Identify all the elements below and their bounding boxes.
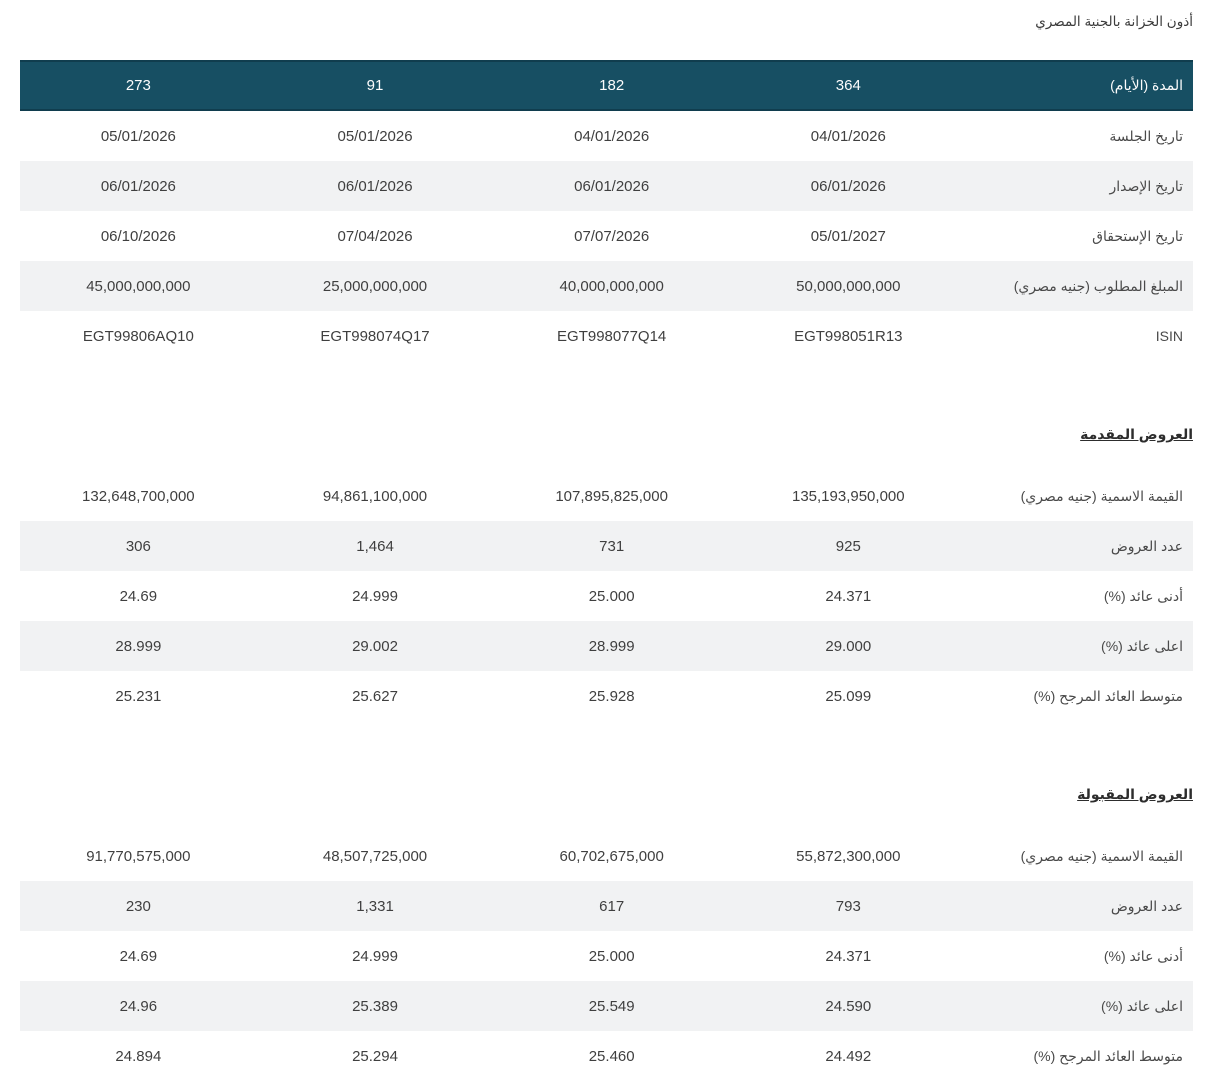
table-row-nominal-value <box>20 831 1193 881</box>
cell: 24.894 <box>115 1047 162 1065</box>
cell: 29.002 <box>352 637 398 655</box>
cell: 05/01/2026 <box>100 127 176 145</box>
cell: 25.000 <box>588 947 635 965</box>
row-label: ISIN <box>1155 328 1183 344</box>
table-row-session-date <box>20 110 1193 161</box>
row-label: متوسط العائد المرجح (%) <box>1033 687 1183 704</box>
row-label: أدنى عائد (%) <box>1103 587 1183 604</box>
submitted-offers-table <box>20 471 1193 721</box>
cell: 55,872,300,000 <box>796 847 901 865</box>
cell: 135,193,950,000 <box>791 487 905 505</box>
page-title: أذون الخزانة بالجنية المصري <box>1035 14 1193 29</box>
header-tenor-182: 182 <box>493 61 730 110</box>
row-label: عدد العروض <box>1110 897 1183 914</box>
cell: 60,702,675,000 <box>559 847 664 865</box>
cell: 25.928 <box>588 687 635 705</box>
cell: 25.389 <box>352 997 398 1015</box>
header-tenor-273: 273 <box>20 61 257 110</box>
table-row-offers-count <box>20 881 1193 931</box>
cell: 306 <box>125 537 151 555</box>
cell: 06/01/2026 <box>337 177 413 195</box>
row-label: القيمة الاسمية (جنيه مصري) <box>1020 487 1183 504</box>
cell: 25.231 <box>115 687 162 705</box>
cell: 04/01/2026 <box>810 127 886 145</box>
cell: 25.549 <box>588 997 635 1015</box>
cell: EGT998077Q14 <box>557 327 667 345</box>
cell: 25.460 <box>588 1047 635 1065</box>
accepted-offers-table <box>20 831 1193 1081</box>
header-tenor-91: 91 <box>257 61 494 110</box>
cell: EGT99806AQ10 <box>82 327 194 345</box>
table-header-row <box>20 61 1193 110</box>
row-label: المبلغ المطلوب (جنيه مصري) <box>1013 277 1183 294</box>
cell: 91,770,575,000 <box>86 847 191 865</box>
table-row-isin <box>20 311 1193 361</box>
row-label: متوسط العائد المرجح (%) <box>1033 1047 1183 1064</box>
cell: EGT998074Q17 <box>320 327 430 345</box>
row-label: أدنى عائد (%) <box>1103 947 1183 964</box>
row-label: اعلى عائد (%) <box>1101 637 1183 654</box>
cell: 24.371 <box>825 587 872 605</box>
cell: 48,507,725,000 <box>322 847 428 865</box>
cell: 230 <box>125 897 151 915</box>
cell: 94,861,100,000 <box>322 487 428 505</box>
cell: 40,000,000,000 <box>559 277 664 295</box>
cell: 1,331 <box>356 897 394 915</box>
cell: 793 <box>835 897 861 915</box>
header-duration-label: المدة (الأيام) <box>967 61 1193 110</box>
cell: 25.000 <box>588 587 635 605</box>
table-row-min-yield <box>20 931 1193 981</box>
cell: 25.099 <box>825 687 872 705</box>
table-row-required-amount <box>20 261 1193 311</box>
table-row-offers-count <box>20 521 1193 571</box>
cell: 24.999 <box>352 947 398 965</box>
section-heading-submitted-offers: العروض المقدمة <box>1080 426 1193 442</box>
cell: 107,895,825,000 <box>555 487 668 505</box>
cell: 24.590 <box>825 997 872 1015</box>
cell: 06/01/2026 <box>810 177 886 195</box>
cell: 24.492 <box>825 1047 872 1065</box>
header-tenor-364: 364 <box>730 61 967 110</box>
row-label: تاريخ الإصدار <box>1109 177 1183 194</box>
cell: 05/01/2026 <box>337 127 413 145</box>
cell: 132,648,700,000 <box>82 487 195 505</box>
treasury-auction-page <box>0 14 1213 1082</box>
cell: 29.000 <box>825 637 872 655</box>
cell: 24.69 <box>119 947 158 965</box>
table-row-weighted-avg-yield <box>20 671 1193 721</box>
cell: 06/01/2026 <box>574 177 650 195</box>
cell: 25.294 <box>352 1047 398 1065</box>
cell: 24.371 <box>825 947 872 965</box>
row-label: القيمة الاسمية (جنيه مصري) <box>1020 847 1183 864</box>
cell: 28.999 <box>115 637 162 655</box>
cell: 07/07/2026 <box>574 227 650 245</box>
cell: 24.96 <box>119 997 158 1015</box>
cell: 24.999 <box>352 587 398 605</box>
row-label: تاريخ الجلسة <box>1109 127 1183 144</box>
cell: 45,000,000,000 <box>86 277 191 295</box>
table-row-issue-date <box>20 161 1193 211</box>
row-label: تاريخ الإستحقاق <box>1092 227 1183 244</box>
cell: 06/01/2026 <box>100 177 176 195</box>
cell: 24.69 <box>119 587 158 605</box>
cell: 731 <box>599 537 625 555</box>
table-row-weighted-avg-yield <box>20 1031 1193 1081</box>
cell: 25,000,000,000 <box>322 277 428 295</box>
table-row-max-yield <box>20 621 1193 671</box>
cell: 04/01/2026 <box>574 127 650 145</box>
table-row-maturity-date <box>20 211 1193 261</box>
table-row-nominal-value <box>20 471 1193 521</box>
cell: 28.999 <box>588 637 635 655</box>
cell: EGT998051R13 <box>794 327 903 345</box>
cell: 05/01/2027 <box>810 227 886 245</box>
table-row-min-yield <box>20 571 1193 621</box>
row-label: اعلى عائد (%) <box>1101 997 1183 1014</box>
section-heading-accepted-offers: العروض المقبولة <box>1077 786 1193 802</box>
cell: 925 <box>835 537 861 555</box>
table-row-max-yield <box>20 981 1193 1031</box>
cell: 617 <box>599 897 625 915</box>
row-label: عدد العروض <box>1110 537 1183 554</box>
auction-details-table <box>20 60 1193 361</box>
cell: 07/04/2026 <box>337 227 413 245</box>
cell: 50,000,000,000 <box>796 277 901 295</box>
cell: 25.627 <box>352 687 398 705</box>
cell: 1,464 <box>356 537 394 555</box>
cell: 06/10/2026 <box>100 227 176 245</box>
